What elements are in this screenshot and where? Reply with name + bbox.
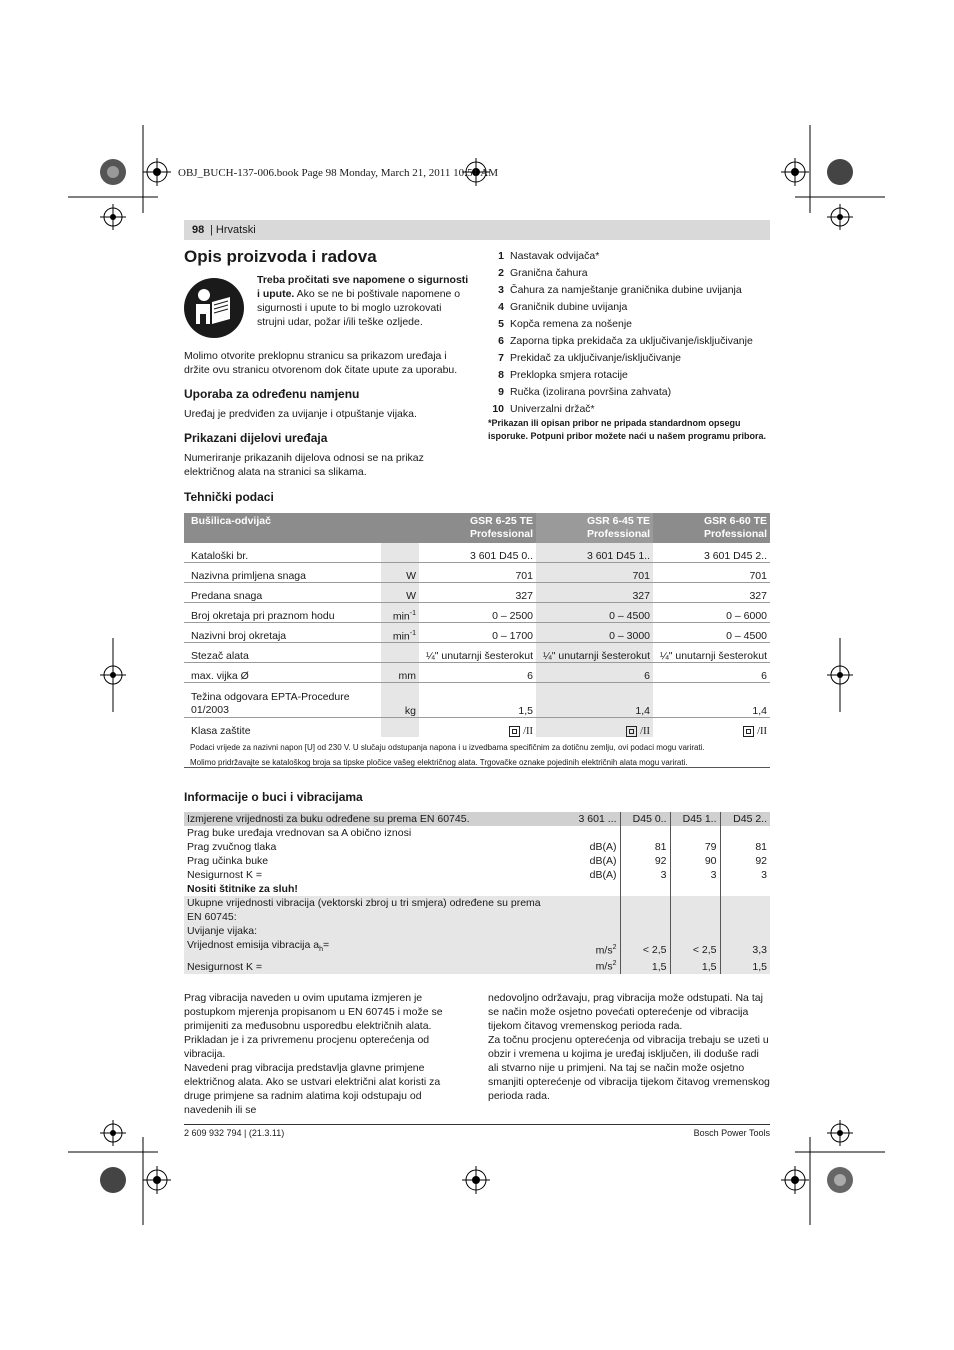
footer-doc-number: 2 609 932 794 | (21.3.11) <box>184 1128 285 1138</box>
legend-number: 8 <box>498 369 504 381</box>
tech-col-model: GSR 6-25 TE Professional <box>419 513 536 543</box>
legend-number: 5 <box>498 318 504 330</box>
tech-value: 0 – 4500 <box>536 603 653 623</box>
noise-cell <box>620 882 670 896</box>
noise-value: 3 <box>670 868 720 882</box>
accessory-note: *Prikazan ili opisan pribor ne pripada standardnom opsegu isporuke. Potpuni pribor možete naći u našem programu pribora. <box>488 418 767 441</box>
noise-row <box>184 812 770 826</box>
tech-row <box>184 718 770 738</box>
tech-value: 6 <box>653 663 770 683</box>
tech-row <box>184 563 770 583</box>
tech-value: 6 <box>536 663 653 683</box>
legend-item <box>488 350 770 367</box>
legend-item <box>488 384 770 401</box>
noise-header-model: D45 0.. <box>620 812 670 826</box>
legend-number: 9 <box>498 386 504 398</box>
tech-value: ¼" unutarnji šesterokut <box>536 643 653 663</box>
protection-class-icon <box>626 726 637 737</box>
noise-value: 79 <box>670 840 720 854</box>
tech-value: 1,5 <box>419 683 536 718</box>
tech-value: 0 – 2500 <box>419 603 536 623</box>
tech-footnote-row <box>184 752 770 768</box>
noise-unit: dB(A) <box>589 855 617 867</box>
noise-header-label: Izmjerene vrijednosti za buku određene su prema EN 60745. <box>184 812 564 826</box>
tech-unit: $\min^{-1}$ <box>381 603 419 623</box>
hearing-protection-note: Nositi štitnike za sluh! <box>187 883 298 895</box>
noise-cell <box>670 910 720 924</box>
noise-cell <box>670 896 720 910</box>
legend-label: Ručka (izolirana površina zahvata) <box>510 386 672 398</box>
noise-cell <box>670 924 720 938</box>
legend-label: Kopča remena za nošenje <box>510 318 632 330</box>
tech-unit: $\min^{-1}$ <box>381 623 419 643</box>
legend-number: 4 <box>498 301 504 313</box>
tech-value: 701 <box>419 563 536 583</box>
tech-data-table <box>184 513 770 768</box>
tech-unit: mm <box>381 663 419 683</box>
noise-value: 92 <box>620 854 670 868</box>
legend-label: Čahura za namještanje graničnika dubine uvijanja <box>510 284 742 296</box>
legend-label: Graničnik dubine uvijanja <box>510 301 628 313</box>
noise-row <box>184 957 770 974</box>
legend-number: 6 <box>498 335 504 347</box>
noise-label: Prag buke uređaja vrednovan sa A obično iznosi <box>187 827 412 839</box>
tech-label: Težina odgovara EPTA-Procedure 01/2003 <box>184 683 381 718</box>
page-footer <box>184 1124 770 1138</box>
legend-number: 2 <box>498 267 504 279</box>
noise-value: 1,5 <box>620 957 670 974</box>
noise-value: 3 <box>720 868 770 882</box>
noise-cell <box>720 896 770 910</box>
tech-row <box>184 643 770 663</box>
parts-heading: Prikazani dijelovi uređaja <box>184 431 328 445</box>
legend-item <box>488 333 770 350</box>
legend-item <box>488 282 770 299</box>
noise-cell <box>720 826 770 840</box>
protection-class-icon <box>509 726 520 737</box>
read-manual-icon <box>184 278 244 338</box>
legend-label: Preklopka smjera rotacije <box>510 369 628 381</box>
noise-label: Prag zvučnog tlaka <box>187 841 277 853</box>
tech-label: Klasa zaštite <box>191 725 251 737</box>
noise-label: Vrijednost emisija vibracija $a_h=$ <box>184 938 564 957</box>
noise-unit: $m/s^2$ <box>564 938 620 957</box>
tech-value: 0 – 1700 <box>419 623 536 643</box>
noise-value: 1,5 <box>720 957 770 974</box>
legend-item <box>488 265 770 282</box>
noise-cell <box>720 910 770 924</box>
tech-row <box>184 543 770 563</box>
noise-row <box>184 924 770 938</box>
tech-value: 327 <box>419 583 536 603</box>
noise-cell <box>620 924 670 938</box>
legend-label: Zaporna tipka prekidača za uključivanje/isključivanje <box>510 335 753 347</box>
legend-item <box>488 248 770 265</box>
tech-label: Broj okretaja pri praznom hodu <box>184 603 381 623</box>
parts-text: Numeriranje prikazanih dijelova odnosi se na prikaz električnog alata na stranici sa slikama. <box>184 452 424 478</box>
intro-text: Molimo otvorite preklopnu stranicu sa prikazom uređaja i držite ovu stranicu otvorenom dok čitate upute za uporabu. <box>184 350 458 376</box>
vibration-text-right: nedovoljno održavaju, prag vibracija može odstupati. Na taj se način može osjetno povećati opterećenje od vibracija tijekom čitavog vremenskog perioda rada. Za točnu procjenu opterećenja od vibracija trebaju se uzeti u obzir i vremena u kojima je uređaj isključen, ili doduše radi ali stvarno nije u primjeni. Na taj se način može osjetno smanjiti opterećenje od vibracija tijekom čitavog vremenskog perioda rada. <box>488 992 770 1102</box>
legend-number: 1 <box>498 250 504 262</box>
noise-row <box>184 826 770 840</box>
noise-header-model: D45 1.. <box>670 812 720 826</box>
tech-unit: W <box>381 583 419 603</box>
noise-unit: $m/s^2$ <box>564 957 620 974</box>
tech-value: 3 601 D45 2.. <box>653 543 770 563</box>
noise-cell <box>620 826 670 840</box>
tech-row <box>184 683 770 718</box>
noise-cell <box>620 910 670 924</box>
noise-value: 90 <box>670 854 720 868</box>
tech-label: Predana snaga <box>184 583 381 603</box>
parts-legend <box>488 248 770 418</box>
noise-unit: dB(A) <box>589 869 617 881</box>
safety-warning: Treba pročitati sve napomene o sigurnosti i upute. Ako se ne bi poštivale napomene o sigurnosti i upute to bi moglo uzrokovati strujni udar, požar i/ili teške ozljede. <box>257 274 469 328</box>
noise-label: Prag učinka buke <box>187 855 269 867</box>
noise-row <box>184 882 770 896</box>
noise-label: Uvijanje vijaka: <box>184 924 564 938</box>
tech-value: 701 <box>536 563 653 583</box>
tech-unit <box>381 543 419 563</box>
noise-row <box>184 868 770 882</box>
tech-value: ¼" unutarnji šesterokut <box>419 643 536 663</box>
noise-cell <box>720 882 770 896</box>
use-heading: Uporaba za određenu namjenu <box>184 387 360 401</box>
noise-header-model: D45 2.. <box>720 812 770 826</box>
tech-label: max. vijka Ø <box>184 663 381 683</box>
tech-row <box>184 623 770 643</box>
noise-table <box>184 812 770 974</box>
noise-unit: dB(A) <box>589 841 617 853</box>
legend-item <box>488 316 770 333</box>
noise-value: 92 <box>720 854 770 868</box>
print-slug: OBJ_BUCH-137-006.book Page 98 Monday, March 21, 2011 10:51 AM <box>178 167 499 179</box>
tech-label: Stezač alata <box>184 643 381 663</box>
vibration-text-left: Prag vibracija naveden u ovim uputama izmjeren je postupkom mjerenja propisanom u EN 60745 i može se primijeniti za međusobnu usporedbu električnih alata. Prikladan je i za privremenu procjenu opterećenja od vibracija. Navedeni prag vibracija predstavlja glavne primjene električnog alata. Ako se ustvari električni alat koristi za druge primjene sa radnim alatima koji odstupaju od navedenih ili se <box>184 992 443 1116</box>
tech-unit: kg <box>381 683 419 718</box>
noise-label: EN 60745: <box>184 910 564 924</box>
legend-item <box>488 299 770 316</box>
tech-value: 0 – 4500 <box>653 623 770 643</box>
tech-value: 327 <box>653 583 770 603</box>
noise-row <box>184 854 770 868</box>
tech-footnote: Molimo pridržavajte se kataloškog broja sa tipske pločice vašeg električnog alata. Trgovačke oznake pojedinih električnih alata mogu varirati. <box>184 752 770 768</box>
legend-label: Nastavak odvijača* <box>510 250 600 262</box>
tech-value: 1,4 <box>653 683 770 718</box>
page-number: 98 <box>192 224 205 236</box>
page-header <box>184 220 770 240</box>
tech-value: /II <box>536 718 653 738</box>
legend-item <box>488 401 770 418</box>
tech-value: 0 – 6000 <box>653 603 770 623</box>
tech-unit <box>381 718 419 738</box>
noise-value: < 2,5 <box>620 938 670 957</box>
tech-value: 0 – 3000 <box>536 623 653 643</box>
legend-number: 7 <box>498 352 504 364</box>
tech-col-product: Bušilica-odvijač <box>184 513 419 543</box>
noise-label: Ukupne vrijednosti vibracija (vektorski zbroj u tri smjera) određene su prema <box>184 896 564 910</box>
tech-label: Nazivna primljena snaga <box>184 563 381 583</box>
tech-unit <box>381 643 419 663</box>
noise-row <box>184 896 770 910</box>
noise-cell <box>670 826 720 840</box>
tech-label: Nazivni broj okretaja <box>184 623 381 643</box>
noise-cell <box>670 882 720 896</box>
noise-value: 81 <box>620 840 670 854</box>
noise-label: Nesigurnost K = <box>184 957 564 974</box>
tech-row <box>184 663 770 683</box>
tech-col-model: GSR 6-45 TE Professional <box>536 513 653 543</box>
legend-label: Prekidač za uključivanje/isključivanje <box>510 352 681 364</box>
noise-row <box>184 910 770 924</box>
tech-value: 327 <box>536 583 653 603</box>
tech-value: 701 <box>653 563 770 583</box>
tech-heading: Tehnički podaci <box>184 490 274 504</box>
use-text: Uređaj je predviđen za uvijanje i otpuštanje vijaka. <box>184 408 417 420</box>
tech-row <box>184 603 770 623</box>
noise-row <box>184 938 770 957</box>
noise-value: 81 <box>720 840 770 854</box>
tech-value: ¼" unutarnji šesterokut <box>653 643 770 663</box>
legend-number: 3 <box>498 284 504 296</box>
legend-number: 10 <box>492 403 504 415</box>
legend-item <box>488 367 770 384</box>
noise-cell <box>620 896 670 910</box>
tech-footnote-row <box>184 737 770 752</box>
tech-value: 3 601 D45 0.. <box>419 543 536 563</box>
noise-value: 3,3 <box>720 938 770 957</box>
protection-class-icon <box>743 726 754 737</box>
noise-row <box>184 840 770 854</box>
tech-value: /II <box>419 718 536 738</box>
noise-header-code: 3 601 ... <box>564 812 620 826</box>
tech-value: 1,4 <box>536 683 653 718</box>
noise-value: 3 <box>620 868 670 882</box>
noise-label: Nesigurnost K = <box>187 869 262 881</box>
page-title: Opis proizvoda i radova <box>184 247 377 266</box>
footer-brand: Bosch Power Tools <box>693 1128 770 1138</box>
tech-value: /II <box>653 718 770 738</box>
tech-footnote: Podaci vrijede za nazivni napon [U] od 230 V. U slučaju odstupanja napona i u izvedbama specifičnim za dotičnu zemlju, ovi podaci mogu varirati. <box>190 743 705 752</box>
legend-label: Granična čahura <box>510 267 588 279</box>
tech-row <box>184 583 770 603</box>
tech-label: Kataloški br. <box>184 543 381 563</box>
noise-value: 1,5 <box>670 957 720 974</box>
noise-cell <box>720 924 770 938</box>
tech-col-model: GSR 6-60 TE Professional <box>653 513 770 543</box>
header-language: | Hrvatski <box>210 224 256 236</box>
tech-header-row <box>184 513 770 543</box>
tech-value: 6 <box>419 663 536 683</box>
tech-value: 3 601 D45 1.. <box>536 543 653 563</box>
noise-value: < 2,5 <box>670 938 720 957</box>
noise-heading: Informacije o buci i vibracijama <box>184 790 363 804</box>
legend-label: Univerzalni držač* <box>510 403 595 415</box>
tech-unit: W <box>381 563 419 583</box>
